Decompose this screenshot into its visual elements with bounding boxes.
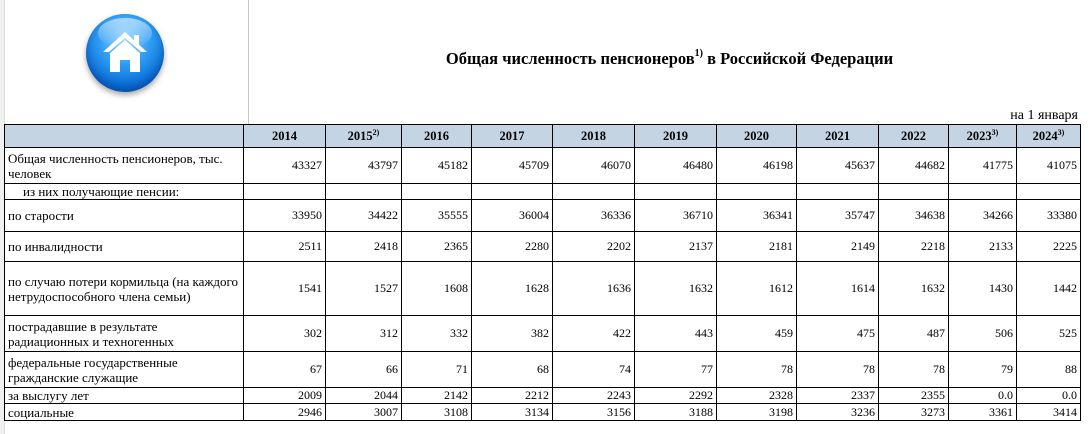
row-label: Общая численность пенсионеров, тыс. человек [5, 148, 244, 184]
table-cell: 2044 [326, 388, 402, 404]
table-cell [635, 184, 717, 200]
year-label: 2016 [424, 128, 449, 143]
row-label: социальные [5, 404, 244, 421]
table-cell: 34266 [949, 200, 1017, 232]
table-cell: 1442 [1017, 262, 1081, 316]
row-label: федеральные государственные гражданские служащие [5, 352, 244, 388]
year-header [635, 125, 717, 148]
table-cell [326, 184, 402, 200]
title-text: Общая численность пенсионеров [445, 49, 695, 68]
table-cell: 3108 [402, 404, 472, 421]
table-cell: 3273 [879, 404, 949, 421]
table-cell: 34638 [879, 200, 949, 232]
table-cell: 2280 [472, 232, 553, 262]
year-label: 2024 [1032, 128, 1058, 143]
table-cell: 67 [244, 352, 326, 388]
table-cell: 2365 [402, 232, 472, 262]
table-cell: 1612 [717, 262, 797, 316]
table-cell: 1541 [244, 262, 326, 316]
table-row [5, 262, 1081, 316]
table-cell: 1608 [402, 262, 472, 316]
table-row [5, 352, 1081, 388]
pensioners-table [4, 124, 1081, 421]
year-header [1017, 125, 1081, 148]
table-cell: 0.0 [949, 388, 1017, 404]
table-cell: 66 [326, 352, 402, 388]
table-cell: 1614 [797, 262, 879, 316]
table-cell: 78 [797, 352, 879, 388]
table-cell: 1636 [553, 262, 635, 316]
year-label: 2019 [663, 128, 688, 143]
table-row [5, 184, 1081, 200]
table-cell: 45637 [797, 148, 879, 184]
table-cell: 2243 [553, 388, 635, 404]
table-cell: 46480 [635, 148, 717, 184]
table-cell: 36336 [553, 200, 635, 232]
year-header [244, 125, 326, 148]
table-cell: 78 [717, 352, 797, 388]
table-cell: 45709 [472, 148, 553, 184]
year-footnote: 3) [1057, 127, 1065, 137]
table-cell: 33950 [244, 200, 326, 232]
table-cell: 3414 [1017, 404, 1081, 421]
table-cell [472, 184, 553, 200]
table-cell: 2137 [635, 232, 717, 262]
table-cell: 2009 [244, 388, 326, 404]
table-body [5, 148, 1081, 421]
row-label: из них получающие пенсии: [5, 184, 244, 200]
table-row [5, 232, 1081, 262]
table-cell: 46070 [553, 148, 635, 184]
table-cell: 506 [949, 316, 1017, 352]
year-footnote: 3) [991, 127, 999, 137]
table-cell: 422 [553, 316, 635, 352]
table-row [5, 148, 1081, 184]
table-cell: 1527 [326, 262, 402, 316]
table-cell: 2946 [244, 404, 326, 421]
home-icon [100, 26, 150, 76]
table-cell: 487 [879, 316, 949, 352]
table-cell: 3188 [635, 404, 717, 421]
table-cell: 1632 [635, 262, 717, 316]
table-cell: 34422 [326, 200, 402, 232]
year-label: 2020 [744, 128, 769, 143]
table-cell: 79 [949, 352, 1017, 388]
year-label: 2014 [272, 128, 297, 143]
table-row [5, 316, 1081, 352]
table-cell: 33380 [1017, 200, 1081, 232]
table-cell [402, 184, 472, 200]
header-corner-cell [5, 125, 244, 148]
table-cell: 2142 [402, 388, 472, 404]
table-cell: 2149 [797, 232, 879, 262]
table-cell: 41075 [1017, 148, 1081, 184]
table-cell [879, 184, 949, 200]
table-cell [949, 184, 1017, 200]
year-label: 2022 [901, 128, 926, 143]
year-header [797, 125, 879, 148]
table-cell: 2292 [635, 388, 717, 404]
year-label: 2023 [966, 128, 992, 143]
table-cell: 3134 [472, 404, 553, 421]
table-cell: 36341 [717, 200, 797, 232]
row-label: по старости [5, 200, 244, 232]
table-cell: 1632 [879, 262, 949, 316]
table-cell: 2212 [472, 388, 553, 404]
year-label: 2015 [347, 128, 373, 143]
table-cell: 2355 [879, 388, 949, 404]
table-cell: 2218 [879, 232, 949, 262]
year-label: 2021 [825, 128, 850, 143]
table-cell [1017, 184, 1081, 200]
table-cell: 2225 [1017, 232, 1081, 262]
year-header [326, 125, 402, 148]
title-footnote: 1) [694, 47, 703, 59]
table-row [5, 200, 1081, 232]
table-cell: 43327 [244, 148, 326, 184]
table-cell: 46198 [717, 148, 797, 184]
table-cell [244, 184, 326, 200]
table-cell: 3156 [553, 404, 635, 421]
table-cell: 1430 [949, 262, 1017, 316]
table-cell: 302 [244, 316, 326, 352]
table-cell: 3361 [949, 404, 1017, 421]
title-suffix: в Российской Федерации [702, 49, 894, 68]
table-cell: 35747 [797, 200, 879, 232]
row-label: пострадавшие в результате радиационных и техногенных [5, 316, 244, 352]
table-cell: 74 [553, 352, 635, 388]
table-cell: 3007 [326, 404, 402, 421]
table-cell: 77 [635, 352, 717, 388]
table-cell: 0.0 [1017, 388, 1081, 404]
table-cell [717, 184, 797, 200]
table-cell: 3236 [797, 404, 879, 421]
table-cell: 2418 [326, 232, 402, 262]
year-header [879, 125, 949, 148]
table-cell: 45182 [402, 148, 472, 184]
row-label: по случаю потери кормильца (на каждого нетрудоспособного члена семьи) [5, 262, 244, 316]
table-cell: 312 [326, 316, 402, 352]
table-cell: 71 [402, 352, 472, 388]
home-button[interactable] [86, 14, 164, 92]
table-cell: 2337 [797, 388, 879, 404]
table-cell: 475 [797, 316, 879, 352]
table-header-row [5, 125, 1081, 148]
row-label: по инвалидности [5, 232, 244, 262]
table-cell: 1628 [472, 262, 553, 316]
year-footnote: 2) [372, 127, 380, 137]
table-cell: 43797 [326, 148, 402, 184]
table-cell: 3198 [717, 404, 797, 421]
year-header [472, 125, 553, 148]
table-cell: 35555 [402, 200, 472, 232]
table-cell: 78 [879, 352, 949, 388]
year-header [402, 125, 472, 148]
table-cell [797, 184, 879, 200]
table-cell: 2202 [553, 232, 635, 262]
table-cell: 44682 [879, 148, 949, 184]
year-header [949, 125, 1017, 148]
year-header [717, 125, 797, 148]
table-cell: 525 [1017, 316, 1081, 352]
table-row [5, 388, 1081, 404]
table-cell: 36004 [472, 200, 553, 232]
page-title [249, 49, 1090, 69]
table-row [5, 404, 1081, 421]
year-label: 2017 [499, 128, 525, 143]
table-cell: 382 [472, 316, 553, 352]
table-cell: 41775 [949, 148, 1017, 184]
table-cell: 459 [717, 316, 797, 352]
table-cell: 68 [472, 352, 553, 388]
table-cell [553, 184, 635, 200]
period-label: на 1 января [1010, 108, 1078, 123]
year-label: 2018 [581, 128, 606, 143]
table-cell: 332 [402, 316, 472, 352]
table-cell: 2133 [949, 232, 1017, 262]
year-header [553, 125, 635, 148]
table-cell: 443 [635, 316, 717, 352]
table-cell: 2511 [244, 232, 326, 262]
table-cell: 2181 [717, 232, 797, 262]
row-label: за выслугу лет [5, 388, 244, 404]
table-cell: 88 [1017, 352, 1081, 388]
table-cell: 36710 [635, 200, 717, 232]
table-cell: 2328 [717, 388, 797, 404]
